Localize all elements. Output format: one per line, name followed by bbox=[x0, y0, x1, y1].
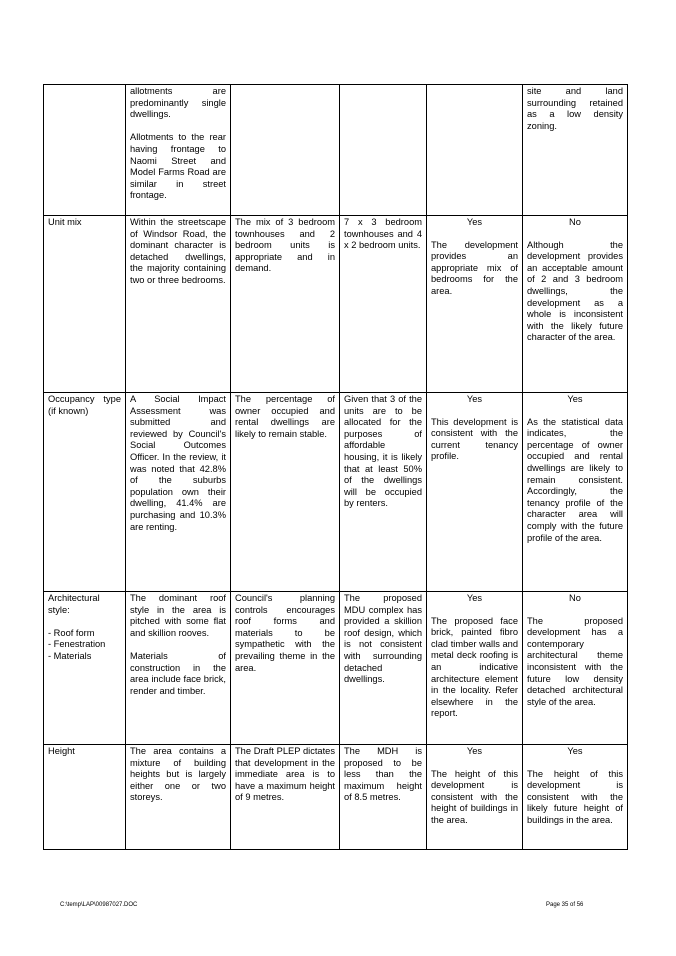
desired-character-cell: Council's planning controls encourages roof forms and materials to be sympathetic with the prevailing theme in the area. bbox=[231, 592, 340, 745]
criterion-cell: Height bbox=[44, 745, 126, 850]
consistency-cell: Yes The height of this development is consistent with the height of buildings in the area. bbox=[427, 745, 523, 850]
existing-character-cell: The dominant roof style in the area is pitched with some flat and skillion rooves. Materials of construction in the area include face brick, render and timber. bbox=[126, 592, 231, 745]
proposal-cell bbox=[340, 85, 427, 216]
desired-character-cell: The mix of 3 bedroom townhouses and 2 bedroom units is appropriate and in demand. bbox=[231, 216, 340, 393]
proposal-cell: The MDH is proposed to be less than the maximum height of 8.5 metres. bbox=[340, 745, 427, 850]
proposal-cell: 7 x 3 bedroom townhouses and 4 x 2 bedroom units. bbox=[340, 216, 427, 393]
desired-character-cell bbox=[231, 85, 340, 216]
existing-character-cell: The area contains a mixture of building heights but is largely either one or two storeys. bbox=[126, 745, 231, 850]
existing-character-cell: allotments are predominantly single dwellings. Allotments to the rear having frontage to Naomi Street and Model Farms Road are similar in street frontage. bbox=[126, 85, 231, 216]
consistency-cell: Yes This development is consistent with the current tenancy profile. bbox=[427, 393, 523, 592]
compatibility-cell: site and land surrounding retained as a low density zoning. bbox=[523, 85, 628, 216]
table-row bbox=[44, 85, 628, 216]
existing-character-cell: A Social Impact Assessment was submitted and reviewed by Council's Social Outcomes Officer. In the review, it was noted that 42.8% of the suburbs population own their dwelling, 41.4% are purchasing and 10.3% are renting. bbox=[126, 393, 231, 592]
footer-page-number: Page 35 of 56 bbox=[546, 902, 584, 908]
footer-file-path: C:\temp\LAP\00987027.DOC bbox=[60, 902, 138, 908]
criterion-cell: Occupancy type (if known) bbox=[44, 393, 126, 592]
assessment-table bbox=[43, 84, 628, 850]
criterion-cell: Unit mix bbox=[44, 216, 126, 393]
existing-character-cell: Within the streetscape of Windsor Road, the dominant character is detached dwellings, the majority containing two or three bedrooms. bbox=[126, 216, 231, 393]
table-row bbox=[44, 745, 628, 850]
compatibility-cell: No The proposed development has a contemporary architectural theme inconsistent with the future low density detached architectural style of the area. bbox=[523, 592, 628, 745]
consistency-cell bbox=[427, 85, 523, 216]
desired-character-cell: The percentage of owner occupied and rental dwellings are likely to remain stable. bbox=[231, 393, 340, 592]
consistency-cell: Yes The proposed face brick, painted fibro clad timber walls and metal deck roofing is an indicative architecture element in the locality. Refer elsewhere in the report. bbox=[427, 592, 523, 745]
table-row bbox=[44, 216, 628, 393]
consistency-cell: Yes The development provides an appropriate mix of bedrooms for the area. bbox=[427, 216, 523, 393]
compatibility-cell: Yes The height of this development is consistent with the likely future height of buildings in the area. bbox=[523, 745, 628, 850]
table-row bbox=[44, 393, 628, 592]
criterion-cell: Architectural style: - Roof form - Fenestration - Materials bbox=[44, 592, 126, 745]
proposal-cell: Given that 3 of the units are to be allocated for the purposes of affordable housing, it is likely that at least 50% of the dwellings will be occupied by renters. bbox=[340, 393, 427, 592]
criterion-cell bbox=[44, 85, 126, 216]
desired-character-cell: The Draft PLEP dictates that development in the immediate area is to have a maximum height of 9 metres. bbox=[231, 745, 340, 850]
proposal-cell: The proposed MDU complex has provided a skillion roof design, which is not consistent with surrounding detached dwellings. bbox=[340, 592, 427, 745]
table-row bbox=[44, 592, 628, 745]
compatibility-cell: Yes As the statistical data indicates, the percentage of owner occupied and rental dwellings are likely to remain consistent. Accordingly, the tenancy profile of the character area will comply with the future profile of the area. bbox=[523, 393, 628, 592]
compatibility-cell: No Although the development provides an acceptable amount of 2 and 3 bedroom dwellings, the development as a whole is inconsistent with the likely future character of the area. bbox=[523, 216, 628, 393]
